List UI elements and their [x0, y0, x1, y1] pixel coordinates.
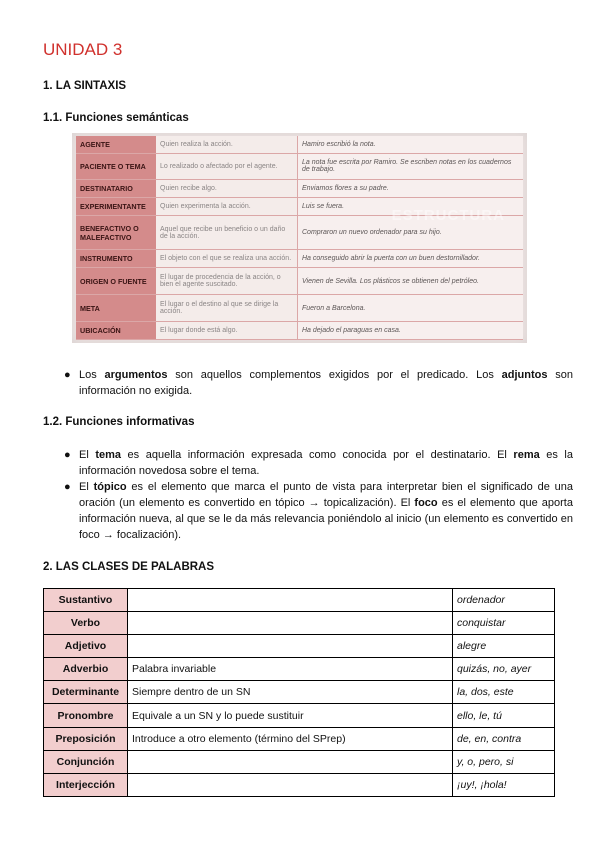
role-description: Quien recibe algo.: [156, 180, 298, 198]
word-class-name: Pronombre: [44, 704, 128, 727]
role-example: La nota fue escrita por Ramiro. Se escriben notas en los cuadernos de trabajo.: [298, 153, 524, 180]
table-row: [44, 658, 555, 681]
role-name: PACIENTE O TEMA: [76, 153, 156, 180]
role-description: Aquel que recibe un beneficio o un daño de la acción.: [156, 216, 298, 250]
word-class-definition: Equivale a un SN y lo puede sustituir: [128, 704, 453, 727]
section-heading-clases-de-palabras: 2. LAS CLASES DE PALABRAS: [43, 561, 215, 573]
photo-watermark: ESTRUCTURA: [391, 207, 505, 224]
bullet-icon: ●: [64, 369, 71, 381]
role-name: INSTRUMENTO: [76, 250, 156, 268]
role-name: EXPERIMENTANTE: [76, 198, 156, 216]
table-row: [76, 322, 523, 340]
word-class-examples: la, dos, este: [453, 681, 555, 704]
role-name: UBICACIÓN: [76, 322, 156, 340]
word-class-examples: conquistar: [453, 612, 555, 635]
bullet-icon: ●: [64, 481, 71, 493]
word-classes-table: [43, 588, 555, 797]
role-example: Luis se fuera.: [298, 198, 524, 216]
word-class-name: Conjunción: [44, 750, 128, 773]
role-description: El objeto con el que se realiza una acción.: [156, 250, 298, 268]
semantic-functions-table: [76, 136, 523, 340]
table-row: [76, 153, 523, 180]
word-class-examples: ordenador: [453, 589, 555, 612]
word-class-definition: [128, 589, 453, 612]
word-class-name: Preposición: [44, 727, 128, 750]
table-row: [76, 250, 523, 268]
role-description: El lugar donde está algo.: [156, 322, 298, 340]
word-class-examples: de, en, contra: [453, 727, 555, 750]
role-name: BENEFACTIVO O MALEFACTIVO: [76, 216, 156, 250]
word-class-name: Sustantivo: [44, 589, 128, 612]
role-name: META: [76, 295, 156, 322]
list-item: ● Los argumentos son aquellos complementos exigidos por el predicado. Los adjuntos son información no exigida.: [64, 369, 573, 397]
word-class-name: Adverbio: [44, 658, 128, 681]
table-row: [76, 180, 523, 198]
role-description: El lugar o el destino al que se dirige la acción.: [156, 295, 298, 322]
role-example: Ha conseguido abrir la puerta con un buen destornillador.: [298, 250, 524, 268]
role-description: El lugar de procedencia de la acción, o bien el agente suscitado.: [156, 268, 298, 295]
section-heading-sintaxis: 1. LA SINTAXIS: [43, 80, 127, 92]
word-class-name: Determinante: [44, 681, 128, 704]
word-class-definition: Palabra invariable: [128, 658, 453, 681]
list-item: ● El tema es aquella información expresada como conocida por el destinatario. El rema es la información novedosa sobre el tema.: [64, 449, 573, 477]
table-row: [44, 704, 555, 727]
table-row: [76, 268, 523, 295]
word-class-name: Adjetivo: [44, 635, 128, 658]
word-class-examples: ¡uy!, ¡hola!: [453, 773, 555, 796]
word-class-name: Verbo: [44, 612, 128, 635]
table-row: [44, 727, 555, 750]
word-class-definition: [128, 750, 453, 773]
role-name: DESTINATARIO: [76, 180, 156, 198]
word-class-examples: ello, le, tú: [453, 704, 555, 727]
table-row: [44, 750, 555, 773]
role-example: Ha dejado el paraguas en casa.: [298, 322, 524, 340]
subsection-heading-funciones-semanticas: 1.1. Funciones semánticas: [43, 112, 189, 124]
table-row: [44, 773, 555, 796]
arguments-bullet-list: [62, 367, 573, 399]
subsection-heading-funciones-informativas: 1.2. Funciones informativas: [43, 416, 195, 428]
word-class-definition: Introduce a otro elemento (término del SPrep): [128, 727, 453, 750]
role-description: Quien experimenta la acción.: [156, 198, 298, 216]
word-class-examples: alegre: [453, 635, 555, 658]
role-description: Quien realiza la acción.: [156, 136, 298, 153]
table-row: [44, 589, 555, 612]
role-example: Enviamos flores a su padre.: [298, 180, 524, 198]
role-name: AGENTE: [76, 136, 156, 153]
table-row: [76, 295, 523, 322]
word-class-definition: Siempre dentro de un SN: [128, 681, 453, 704]
role-name: ORIGEN O FUENTE: [76, 268, 156, 295]
table-row: [44, 612, 555, 635]
word-class-examples: quizás, no, ayer: [453, 658, 555, 681]
informative-functions-list: [62, 447, 573, 543]
role-example: Compraron un nuevo ordenador para su hijo.: [298, 216, 524, 250]
word-class-name: Interjección: [44, 773, 128, 796]
unit-title: UNIDAD 3: [43, 40, 123, 59]
word-class-definition: [128, 612, 453, 635]
word-class-examples: y, o, pero, si: [453, 750, 555, 773]
role-example: Hamiro escribió la nota.: [298, 136, 524, 153]
word-class-definition: [128, 635, 453, 658]
bullet-icon: ●: [64, 449, 71, 461]
table-row: [44, 635, 555, 658]
word-class-definition: [128, 773, 453, 796]
semantic-functions-table-photo: [72, 133, 527, 343]
list-item: ● El tópico es el elemento que marca el punto de vista para interpretar bien el significado de una oración (un elemento es convertido en tópico → topicalización). El foco es el elemento que aporta información nueva, al que se le da más relevancia poniéndolo al inicio (un elemento es convertido en foco → focalización).: [64, 481, 573, 541]
role-example: Fueron a Barcelona.: [298, 295, 524, 322]
role-description: Lo realizado o afectado por el agente.: [156, 153, 298, 180]
table-row: [76, 136, 523, 153]
table-row: [44, 681, 555, 704]
role-example: Vienen de Sevilla. Los plásticos se obtienen del petróleo.: [298, 268, 524, 295]
